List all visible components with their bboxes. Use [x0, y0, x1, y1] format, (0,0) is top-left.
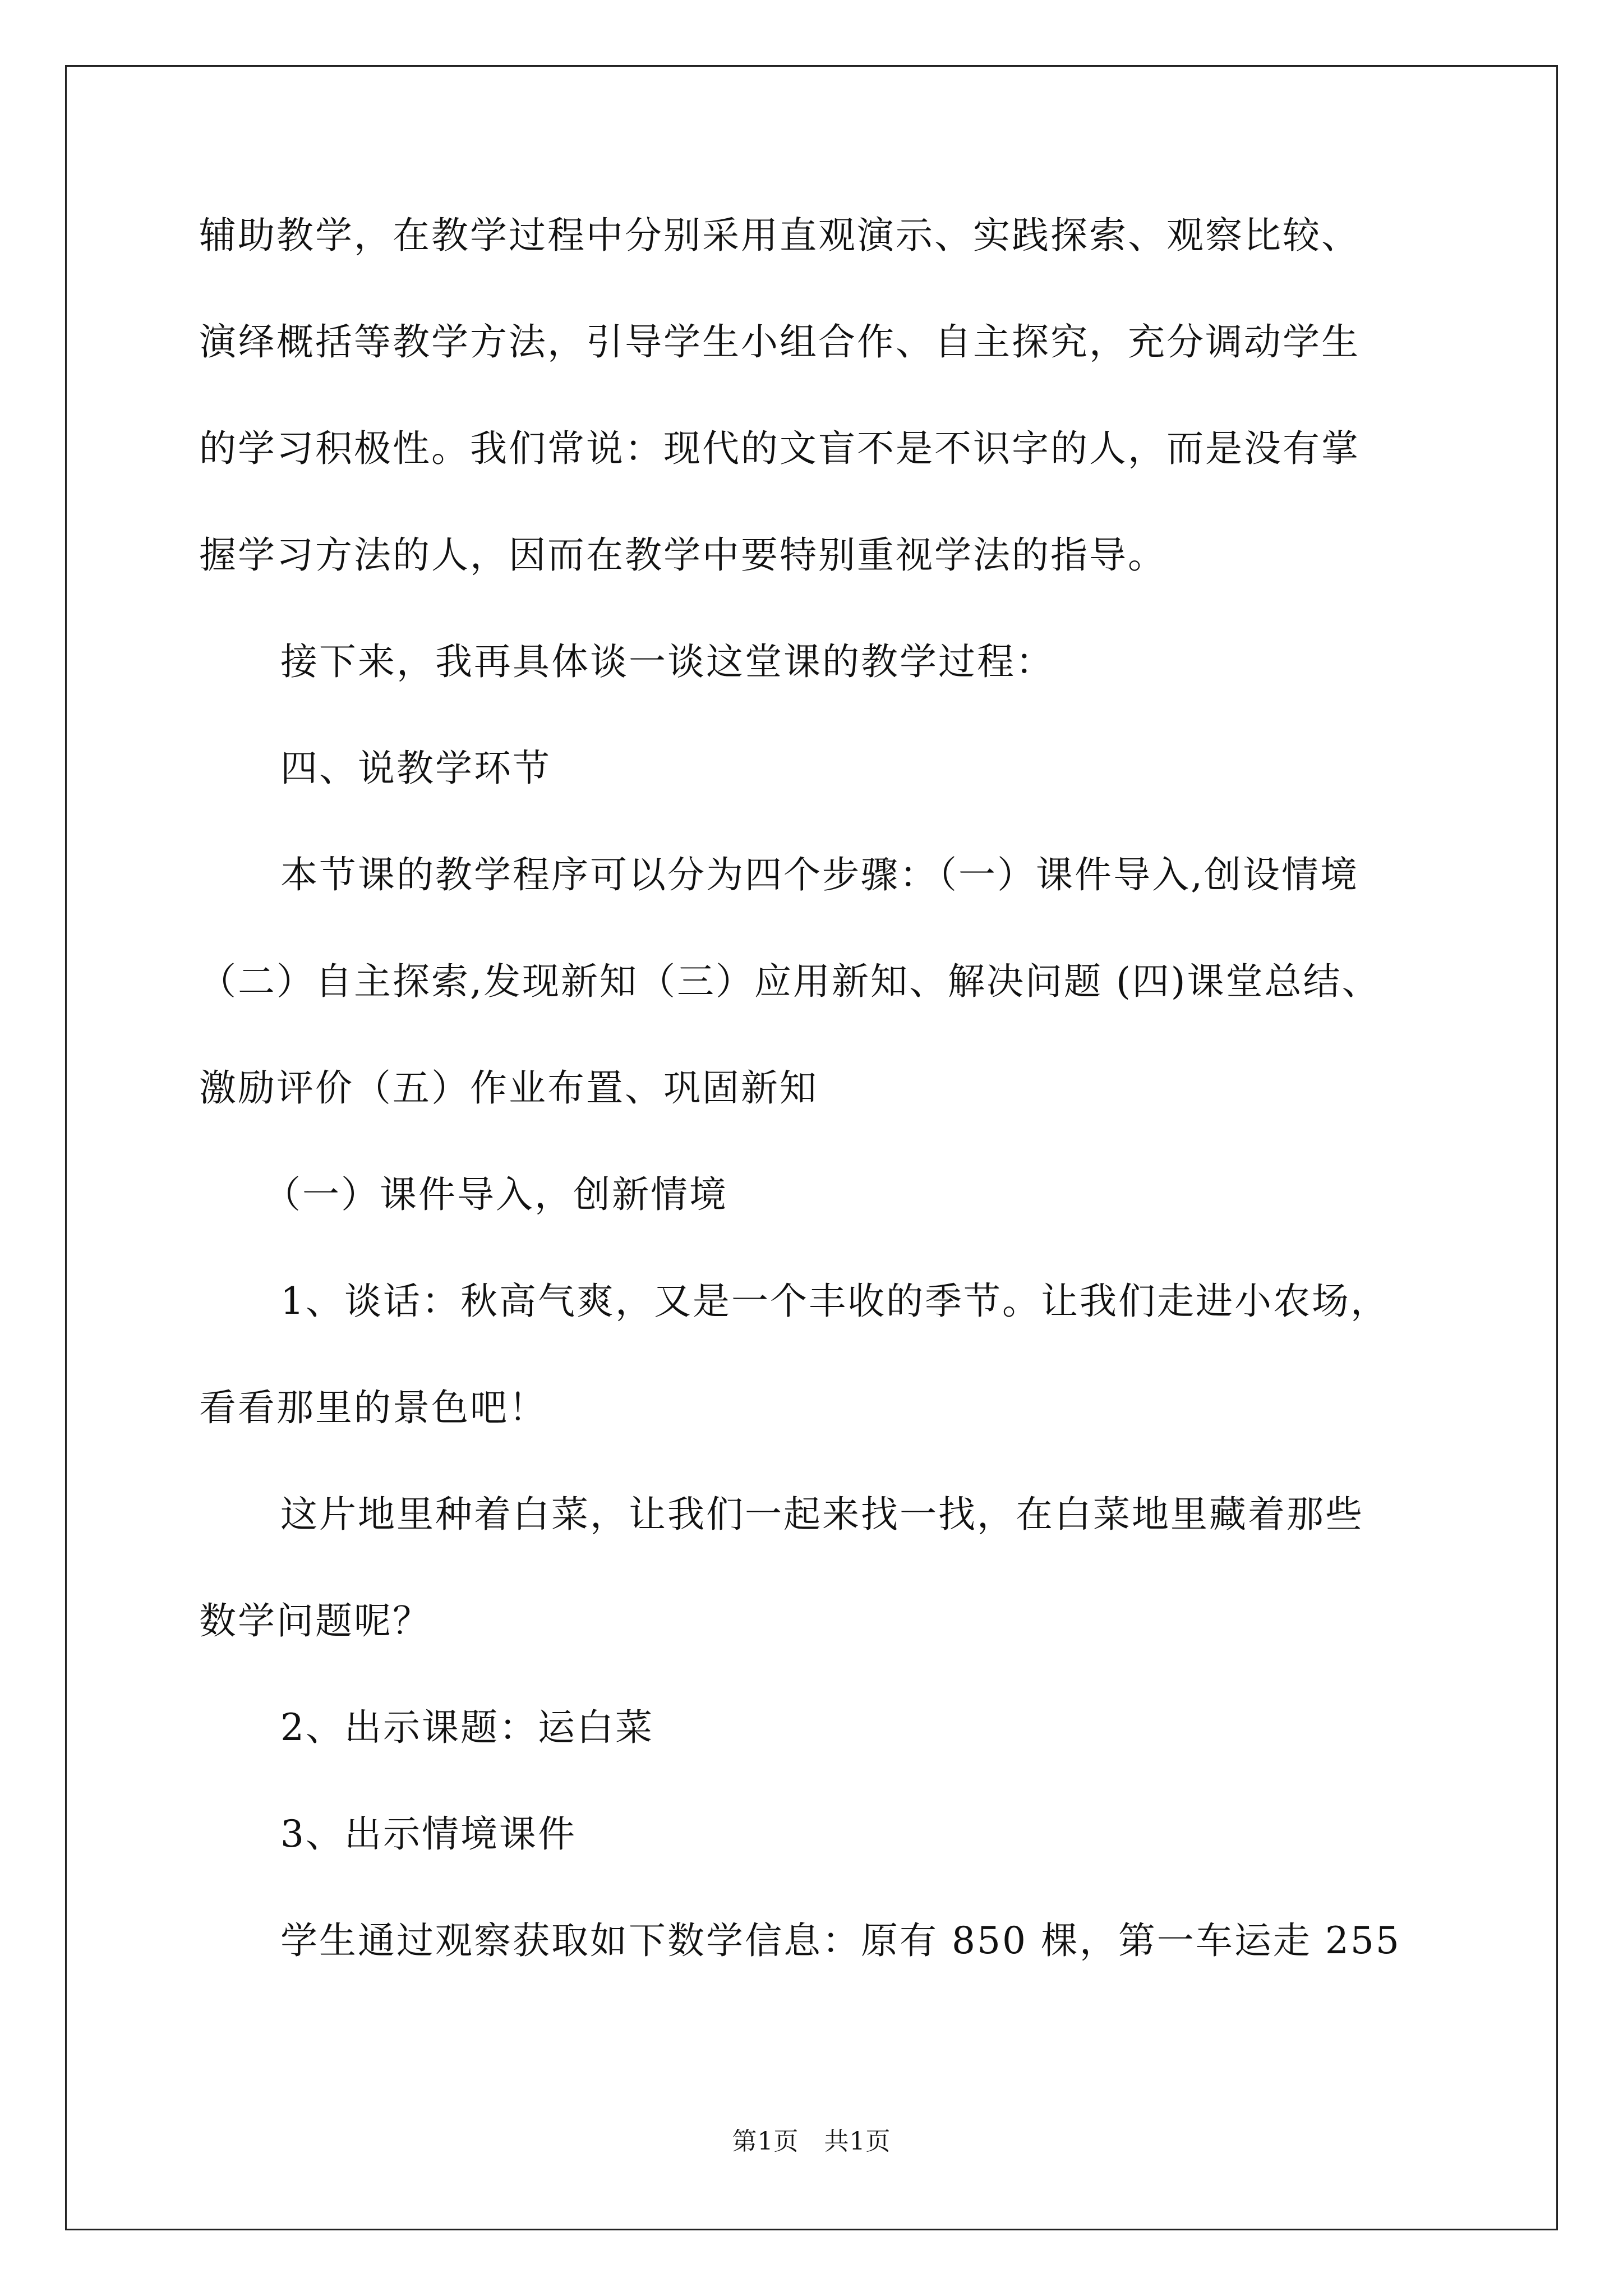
text-line: 接下来，我再具体谈一谈这堂课的教学过程： [280, 640, 1054, 683]
page-footer: 第1页 共1页 [732, 2127, 891, 2156]
section-heading: 四、说教学环节 [280, 747, 551, 790]
text-line: 2、出示课题：运白菜 [280, 1706, 654, 1749]
text-line: 握学习方法的人，因而在教学中要特别重视学法的指导。 [199, 533, 1166, 577]
text-line: 3、出示情境课件 [280, 1812, 577, 1856]
text-line: 这片地里种着白菜，让我们一起来找一找，在白菜地里藏着那些 [280, 1493, 1364, 1536]
text-line: 1、谈话：秋高气爽，又是一个丰收的季节。让我们走进小农场， [280, 1280, 1389, 1323]
text-line: 看看那里的景色吧！ [199, 1386, 547, 1429]
text-line: 演绎概括等教学方法，引导学生小组合作、自主探究，充分调动学生 [199, 320, 1360, 364]
subsection-heading: （一）课件导入，创新情境 [264, 1173, 728, 1216]
text-line: 学生通过观察获取如下数学信息：原有 850 棵，第一车运走 255 [280, 1919, 1401, 1962]
text-line: 的学习积极性。我们常说：现代的文盲不是不识字的人，而是没有掌 [199, 427, 1360, 470]
text-line: 本节课的教学程序可以分为四个步骤：（一）课件导入,创设情境 [280, 853, 1359, 896]
text-line: （二）自主探索,发现新知（三）应用新知、解决问题 (四)课堂总结、 [199, 960, 1381, 1003]
text-line: 辅助教学，在教学过程中分别采用直观演示、实践探索、观察比较、 [199, 214, 1360, 257]
text-line: 数学问题呢？ [199, 1599, 431, 1642]
text-line: 激励评价（五）作业布置、巩固新知 [199, 1066, 818, 1110]
page-border [65, 65, 1558, 2230]
